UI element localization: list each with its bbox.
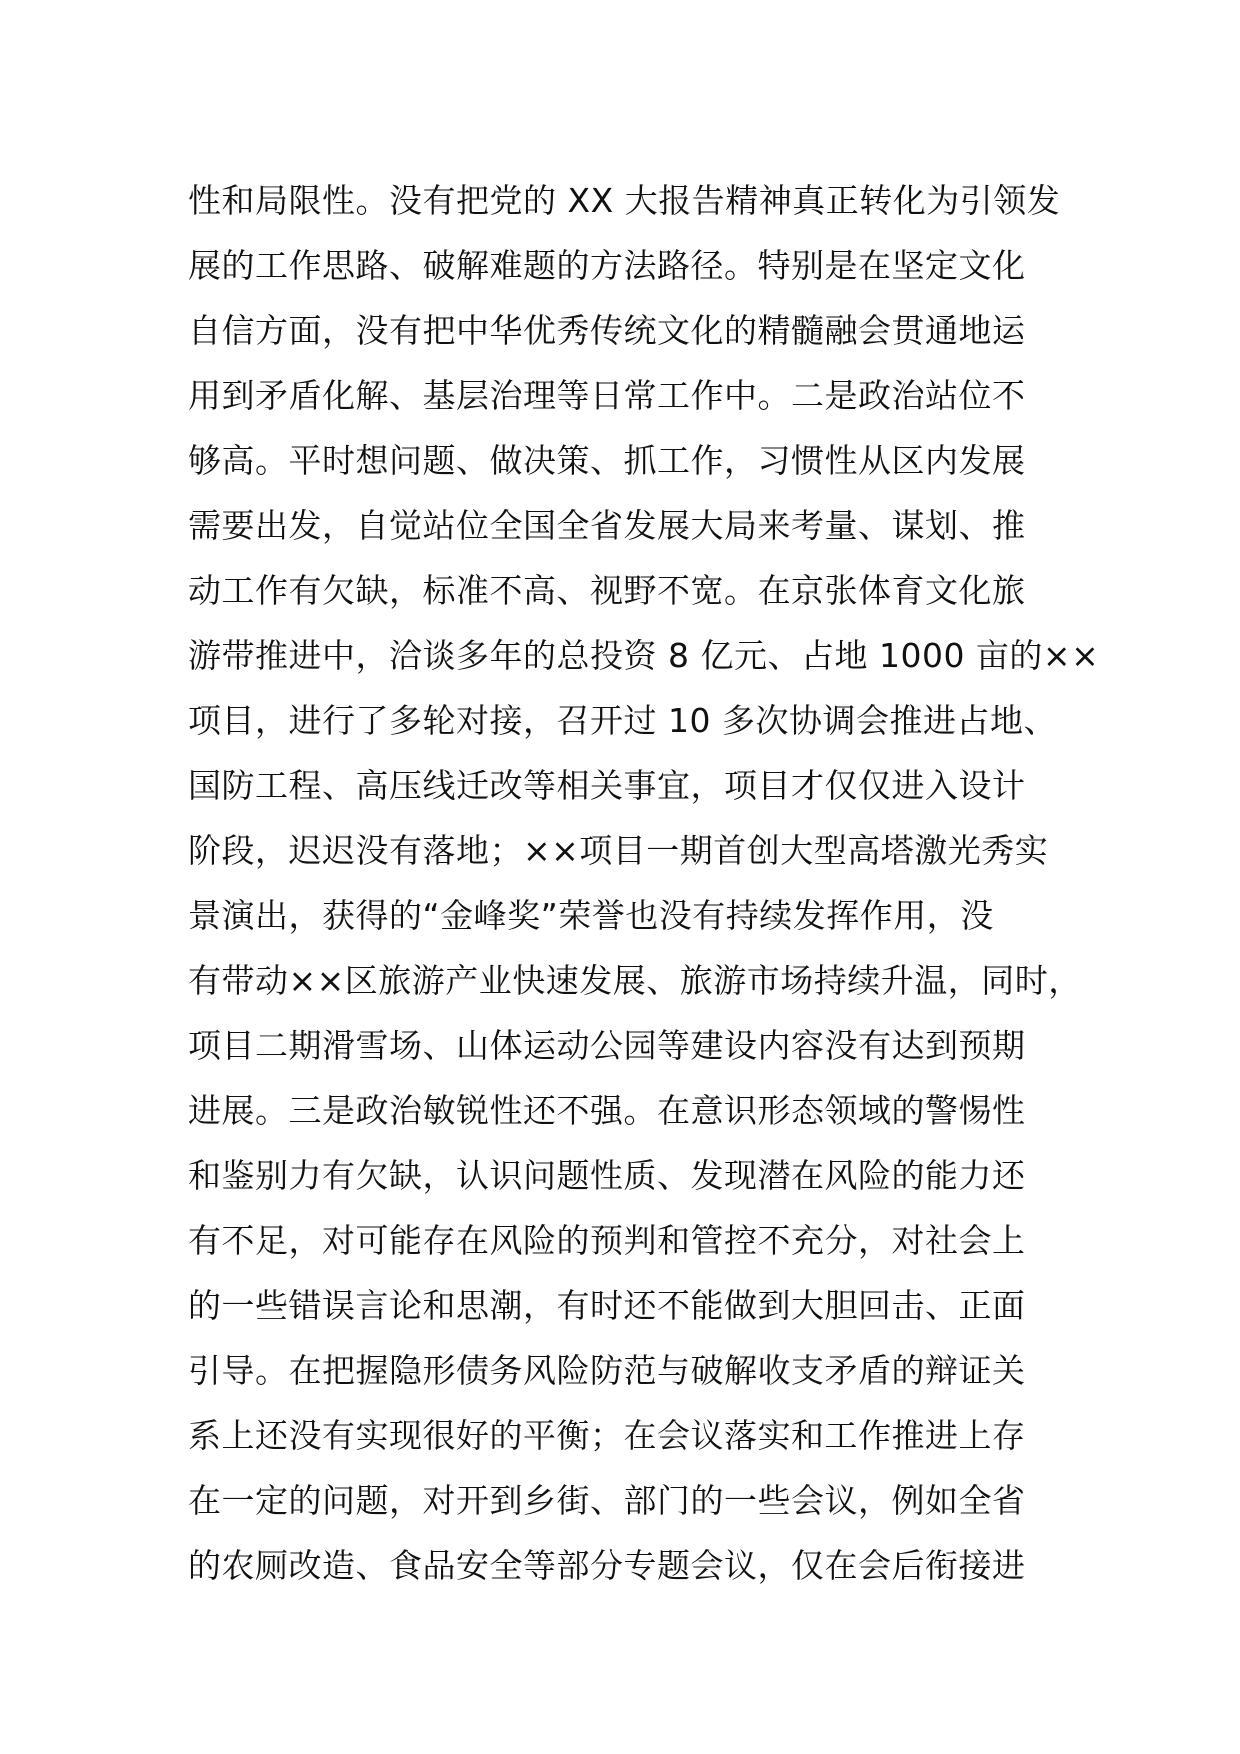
text-line: 进展。三是政治敏锐性还不强。在意识形态领域的警惕性 [188, 1091, 1026, 1130]
text-line: 的一些错误言论和思潮，有时还不能做到大胆回击、正面 [188, 1286, 1026, 1325]
text-line: 项目，进行了多轮对接，召开过 10 多次协调会推进占地、 [188, 701, 1057, 740]
text-line: 引导。在把握隐形债务风险防范与破解收支矛盾的辩证关 [188, 1351, 1026, 1390]
text-line: 有带动××区旅游产业快速发展、旅游市场持续升温，同时， [188, 961, 1082, 1000]
text-line: 系上还没有实现很好的平衡；在会议落实和工作推进上存 [188, 1416, 1026, 1455]
body-paragraph [188, 168, 1108, 1598]
text-line: 动工作有欠缺，标准不高、视野不宽。在京张体育文化旅 [188, 571, 1026, 610]
text-line: 和鉴别力有欠缺，认识问题性质、发现潜在风险的能力还 [188, 1156, 1026, 1195]
text-line: 够高。平时想问题、做决策、抓工作，习惯性从区内发展 [188, 441, 1026, 480]
text-line: 阶段，迟迟没有落地；××项目一期首创大型高塔激光秀实 [188, 831, 1049, 870]
text-line: 景演出，获得的“金峰奖”荣誉也没有持续发挥作用，没 [188, 896, 994, 935]
text-line: 用到矛盾化解、基层治理等日常工作中。二是政治站位不 [188, 376, 1026, 415]
text-line: 的农厕改造、食品安全等部分专题会议，仅在会后衔接进 [188, 1546, 1026, 1585]
text-line: 展的工作思路、破解难题的方法路径。特别是在坚定文化 [188, 246, 1026, 285]
text-line: 国防工程、高压线迁改等相关事宜，项目才仅仅进入设计 [188, 766, 1026, 805]
text-line: 有不足，对可能存在风险的预判和管控不充分，对社会上 [188, 1221, 1026, 1260]
text-line: 性和局限性。没有把党的 XX 大报告精神真正转化为引领发 [188, 181, 1061, 220]
text-line: 在一定的问题，对开到乡街、部门的一些会议，例如全省 [188, 1481, 1026, 1520]
text-line: 需要出发，自觉站位全国全省发展大局来考量、谋划、推 [188, 506, 1026, 545]
text-line: 项目二期滑雪场、山体运动公园等建设内容没有达到预期 [188, 1026, 1026, 1065]
text-line: 自信方面，没有把中华优秀传统文化的精髓融会贯通地运 [188, 311, 1026, 350]
text-line: 游带推进中，洽谈多年的总投资 8 亿元、占地 1000 亩的×× [188, 636, 1100, 675]
